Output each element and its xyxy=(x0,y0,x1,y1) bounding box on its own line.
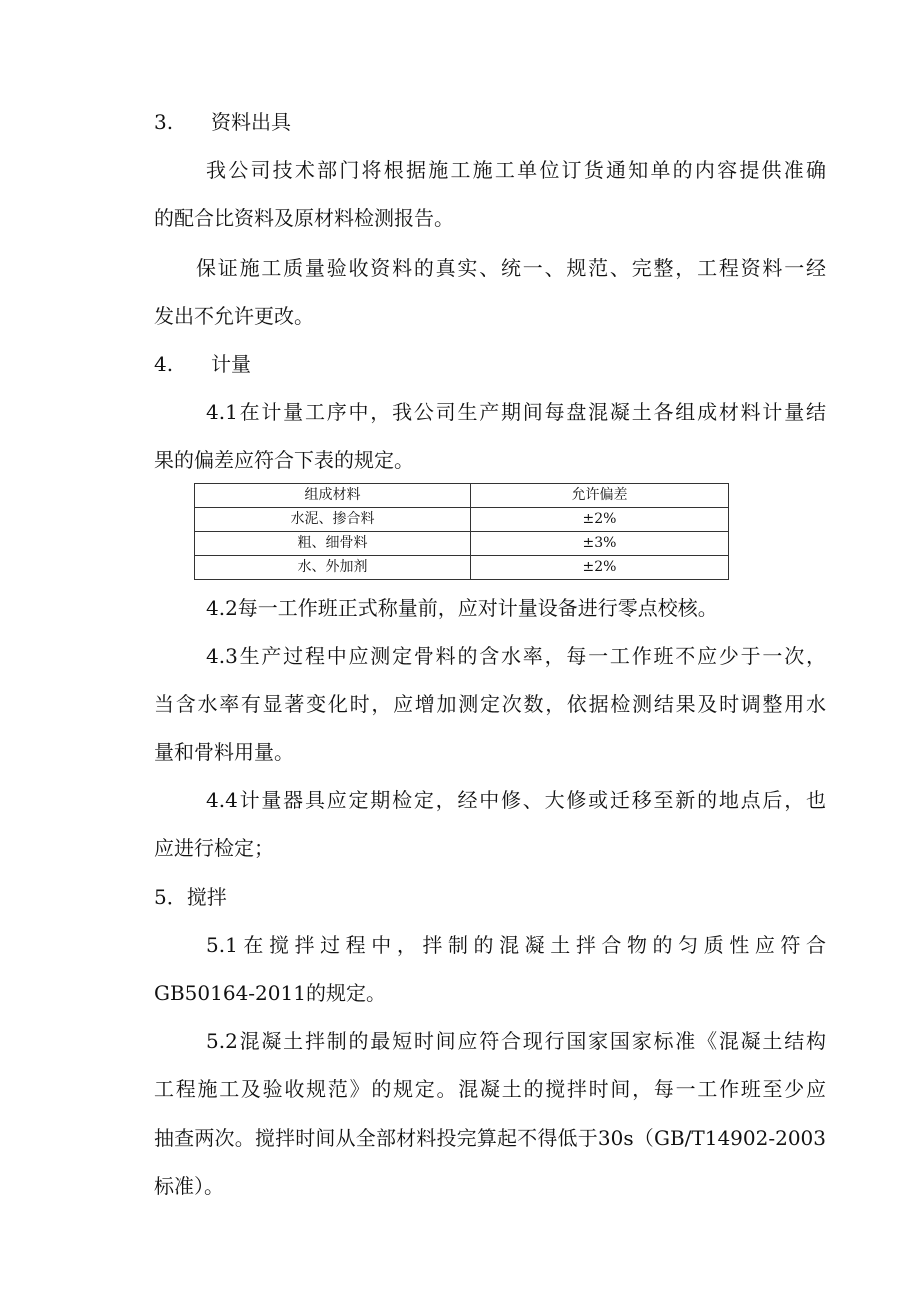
paragraph-4-3-line-3: 量和骨料用量。 xyxy=(154,740,294,764)
paragraph-3a-line-2: 的配合比资料及原材料检测报告。 xyxy=(154,206,454,230)
paragraph-5-2-line-4: 标准）。 xyxy=(154,1174,224,1198)
paragraph-5-2-line-1: 5.2混凝土拌制的最短时间应符合现行国家国家标准《混凝土结构 xyxy=(206,1029,826,1053)
section-4-number: 4. xyxy=(154,352,174,376)
paragraph-3b-line-2: 发出不允许更改。 xyxy=(154,304,314,328)
paragraph-3a-line-1: 我公司技术部门将根据施工施工单位订货通知单的内容提供准确 xyxy=(206,158,826,182)
material-cell: 粗、细骨料 xyxy=(195,532,471,556)
header-material: 组成材料 xyxy=(195,484,471,508)
paragraph-5-2-line-3: 抽查两次。搅拌时间从全部材料投完算起不得低于30s（GB/T14902-2003 xyxy=(154,1126,826,1150)
paragraph-4-4-line-1: 4.4计量器具应定期检定，经中修、大修或迁移至新的地点后，也 xyxy=(206,788,826,812)
paragraph-5-1-line-2: GB50164-2011的规定。 xyxy=(154,981,386,1005)
table-header-row xyxy=(195,484,729,508)
section-3-heading xyxy=(154,108,291,136)
paragraph-4-3-line-1: 4.3生产过程中应测定骨料的含水率，每一工作班不应少于一次， xyxy=(206,644,826,668)
table-row xyxy=(195,556,729,580)
paragraph-4-4-line-2: 应进行检定； xyxy=(154,836,274,860)
section-3-title: 资料出具 xyxy=(211,110,291,134)
deviation-table xyxy=(194,483,729,580)
tolerance-cell: ±2% xyxy=(471,508,729,532)
paragraph-4-3-line-2: 当含水率有显著变化时，应增加测定次数，依据检测结果及时调整用水 xyxy=(154,692,826,716)
material-cell: 水、外加剂 xyxy=(195,556,471,580)
tolerance-cell: ±2% xyxy=(471,556,729,580)
table-row xyxy=(195,508,729,532)
paragraph-5-2-line-2: 工程施工及验收规范》的规定。混凝土的搅拌时间，每一工作班至少应 xyxy=(154,1077,826,1101)
section-5-heading: 5．搅拌 xyxy=(154,885,227,909)
header-tolerance: 允许偏差 xyxy=(471,484,729,508)
paragraph-4-1-line-2: 果的偏差应符合下表的规定。 xyxy=(154,448,414,472)
paragraph-5-1-line-1: 5.1在搅拌过程中，拌制的混凝土拌合物的匀质性应符合 xyxy=(206,933,826,957)
table-row xyxy=(195,532,729,556)
paragraph-3b-line-1: 保证施工质量验收资料的真实、统一、规范、完整，工程资料一经 xyxy=(196,256,826,280)
section-4-heading xyxy=(154,350,251,378)
material-cell: 水泥、掺合料 xyxy=(195,508,471,532)
paragraph-4-1-line-1: 4.1在计量工序中，我公司生产期间每盘混凝土各组成材料计量结 xyxy=(206,400,826,424)
section-3-number: 3. xyxy=(154,110,174,134)
paragraph-4-2-line-1: 4.2每一工作班正式称量前，应对计量设备进行零点校核。 xyxy=(206,596,718,620)
section-4-title: 计量 xyxy=(211,352,251,376)
tolerance-cell: ±3% xyxy=(471,532,729,556)
